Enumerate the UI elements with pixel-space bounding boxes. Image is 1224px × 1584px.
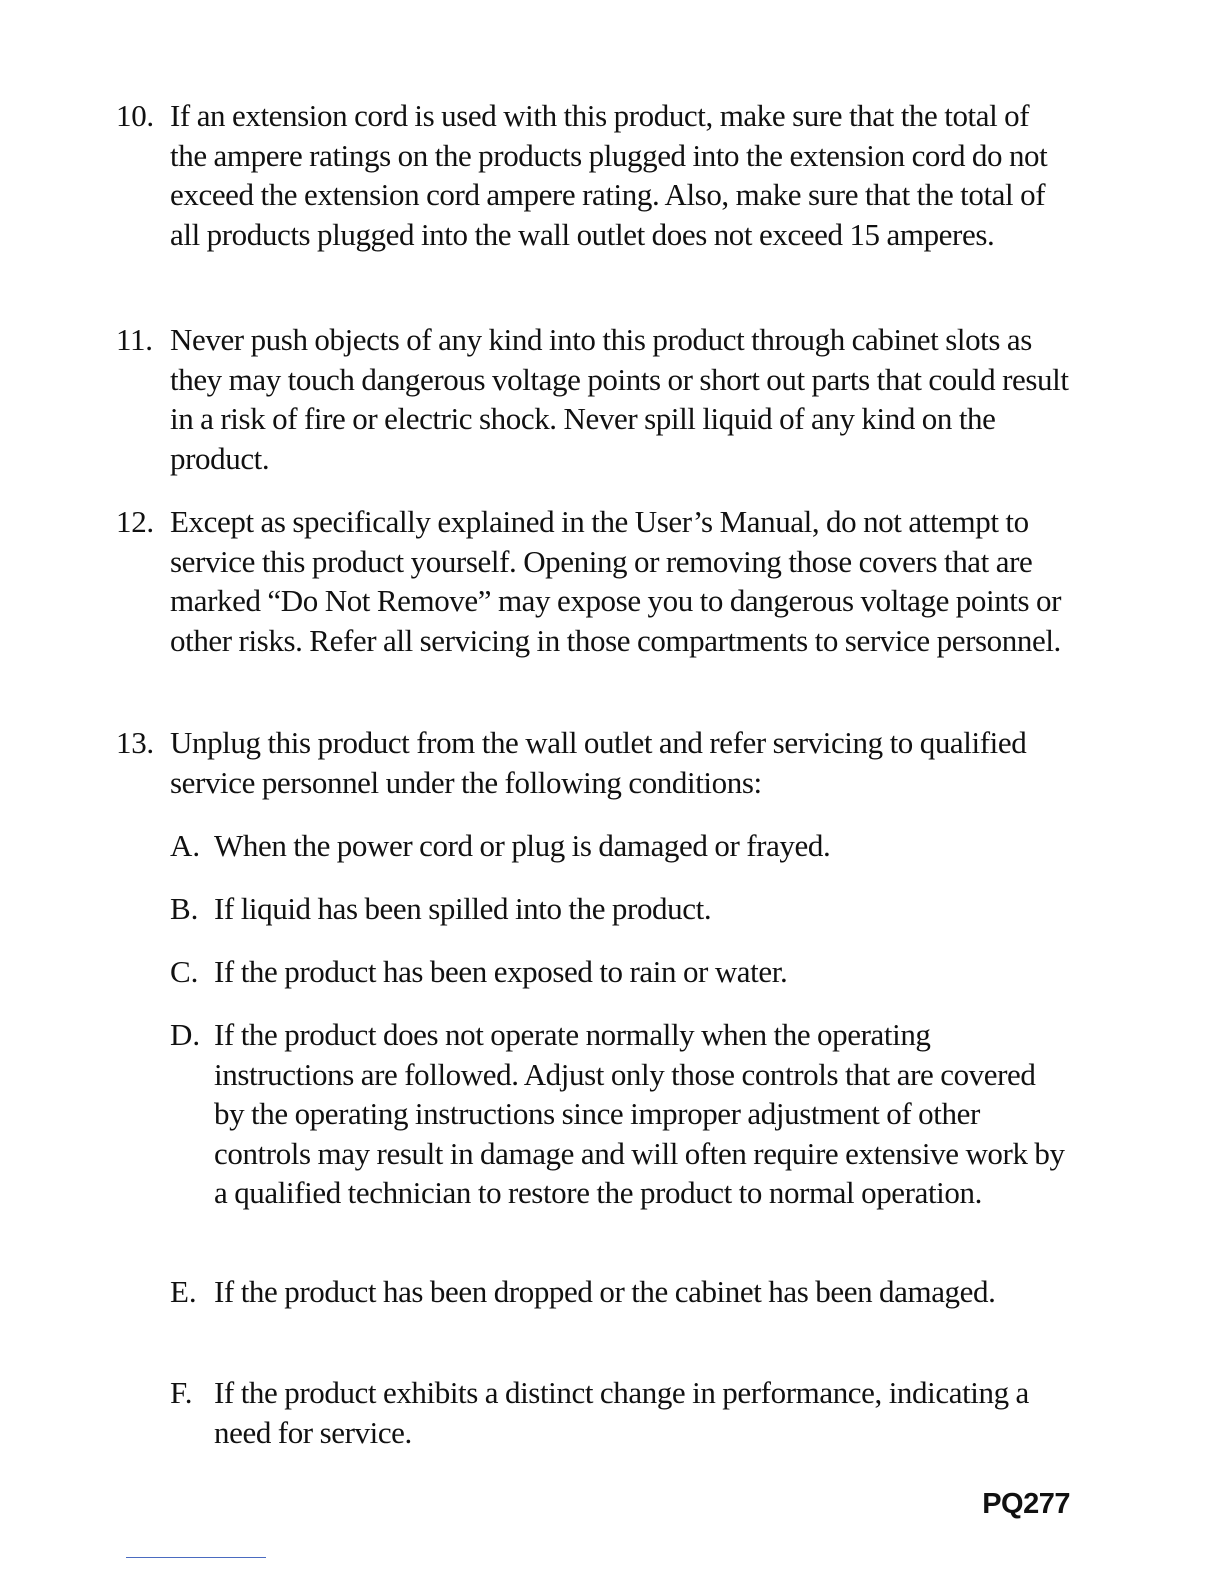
item-number: 12. bbox=[116, 504, 154, 539]
condition-text: If the product has been exposed to rain or water. bbox=[214, 954, 788, 989]
condition-letter: A. bbox=[170, 828, 201, 863]
condition-text: If the product does not operate normally when the operating instructions are followed. Adjust only those controls that are covered by the operating instructions since improper adjustment of other controls may result in damage and will often require extensive work by a qualified technician to restore the product to normal operation. bbox=[214, 1017, 1065, 1210]
condition-letter: C. bbox=[170, 954, 199, 989]
condition-letter: F. bbox=[170, 1375, 193, 1410]
item-text: Never push objects of any kind into this product through cabinet slots as they may touch dangerous voltage points or short out parts that could result in a risk of fire or electric shock. Never spill liquid of any kind on the product. bbox=[170, 322, 1069, 476]
item-text: Unplug this product from the wall outlet and refer servicing to qualified service personnel under the following conditions: bbox=[170, 725, 1027, 800]
condition-letter: E. bbox=[170, 1274, 197, 1309]
item-text: If an extension cord is used with this product, make sure that the total of the ampere ratings on the products plugged into the extension cord do not exceed the extension cord ampere rating. Also, make sure that the total of all products plugged into the wall outlet does not exceed 15 amperes. bbox=[170, 98, 1048, 252]
condition-text: If the product exhibits a distinct change in performance, indicating a need for service. bbox=[214, 1375, 1029, 1450]
item-number: 11. bbox=[116, 322, 153, 357]
condition-letter: D. bbox=[170, 1017, 201, 1052]
condition-letter: B. bbox=[170, 891, 199, 926]
condition-text: When the power cord or plug is damaged or frayed. bbox=[214, 828, 831, 863]
condition-text: If the product has been dropped or the cabinet has been damaged. bbox=[214, 1274, 996, 1309]
page-code: PQ277 bbox=[982, 1488, 1070, 1520]
condition-text: If liquid has been spilled into the product. bbox=[214, 891, 712, 926]
item-number: 13. bbox=[116, 725, 154, 760]
item-number: 10. bbox=[116, 98, 154, 133]
footer-rule-divider bbox=[126, 1557, 266, 1558]
item-text: Except as specifically explained in the User’s Manual, do not attempt to service this product yourself. Opening or removing those covers that are marked “Do Not Remove” may expose you to dangerous voltage points or other risks. Refer all servicing in those compartments to service personnel. bbox=[170, 504, 1062, 658]
